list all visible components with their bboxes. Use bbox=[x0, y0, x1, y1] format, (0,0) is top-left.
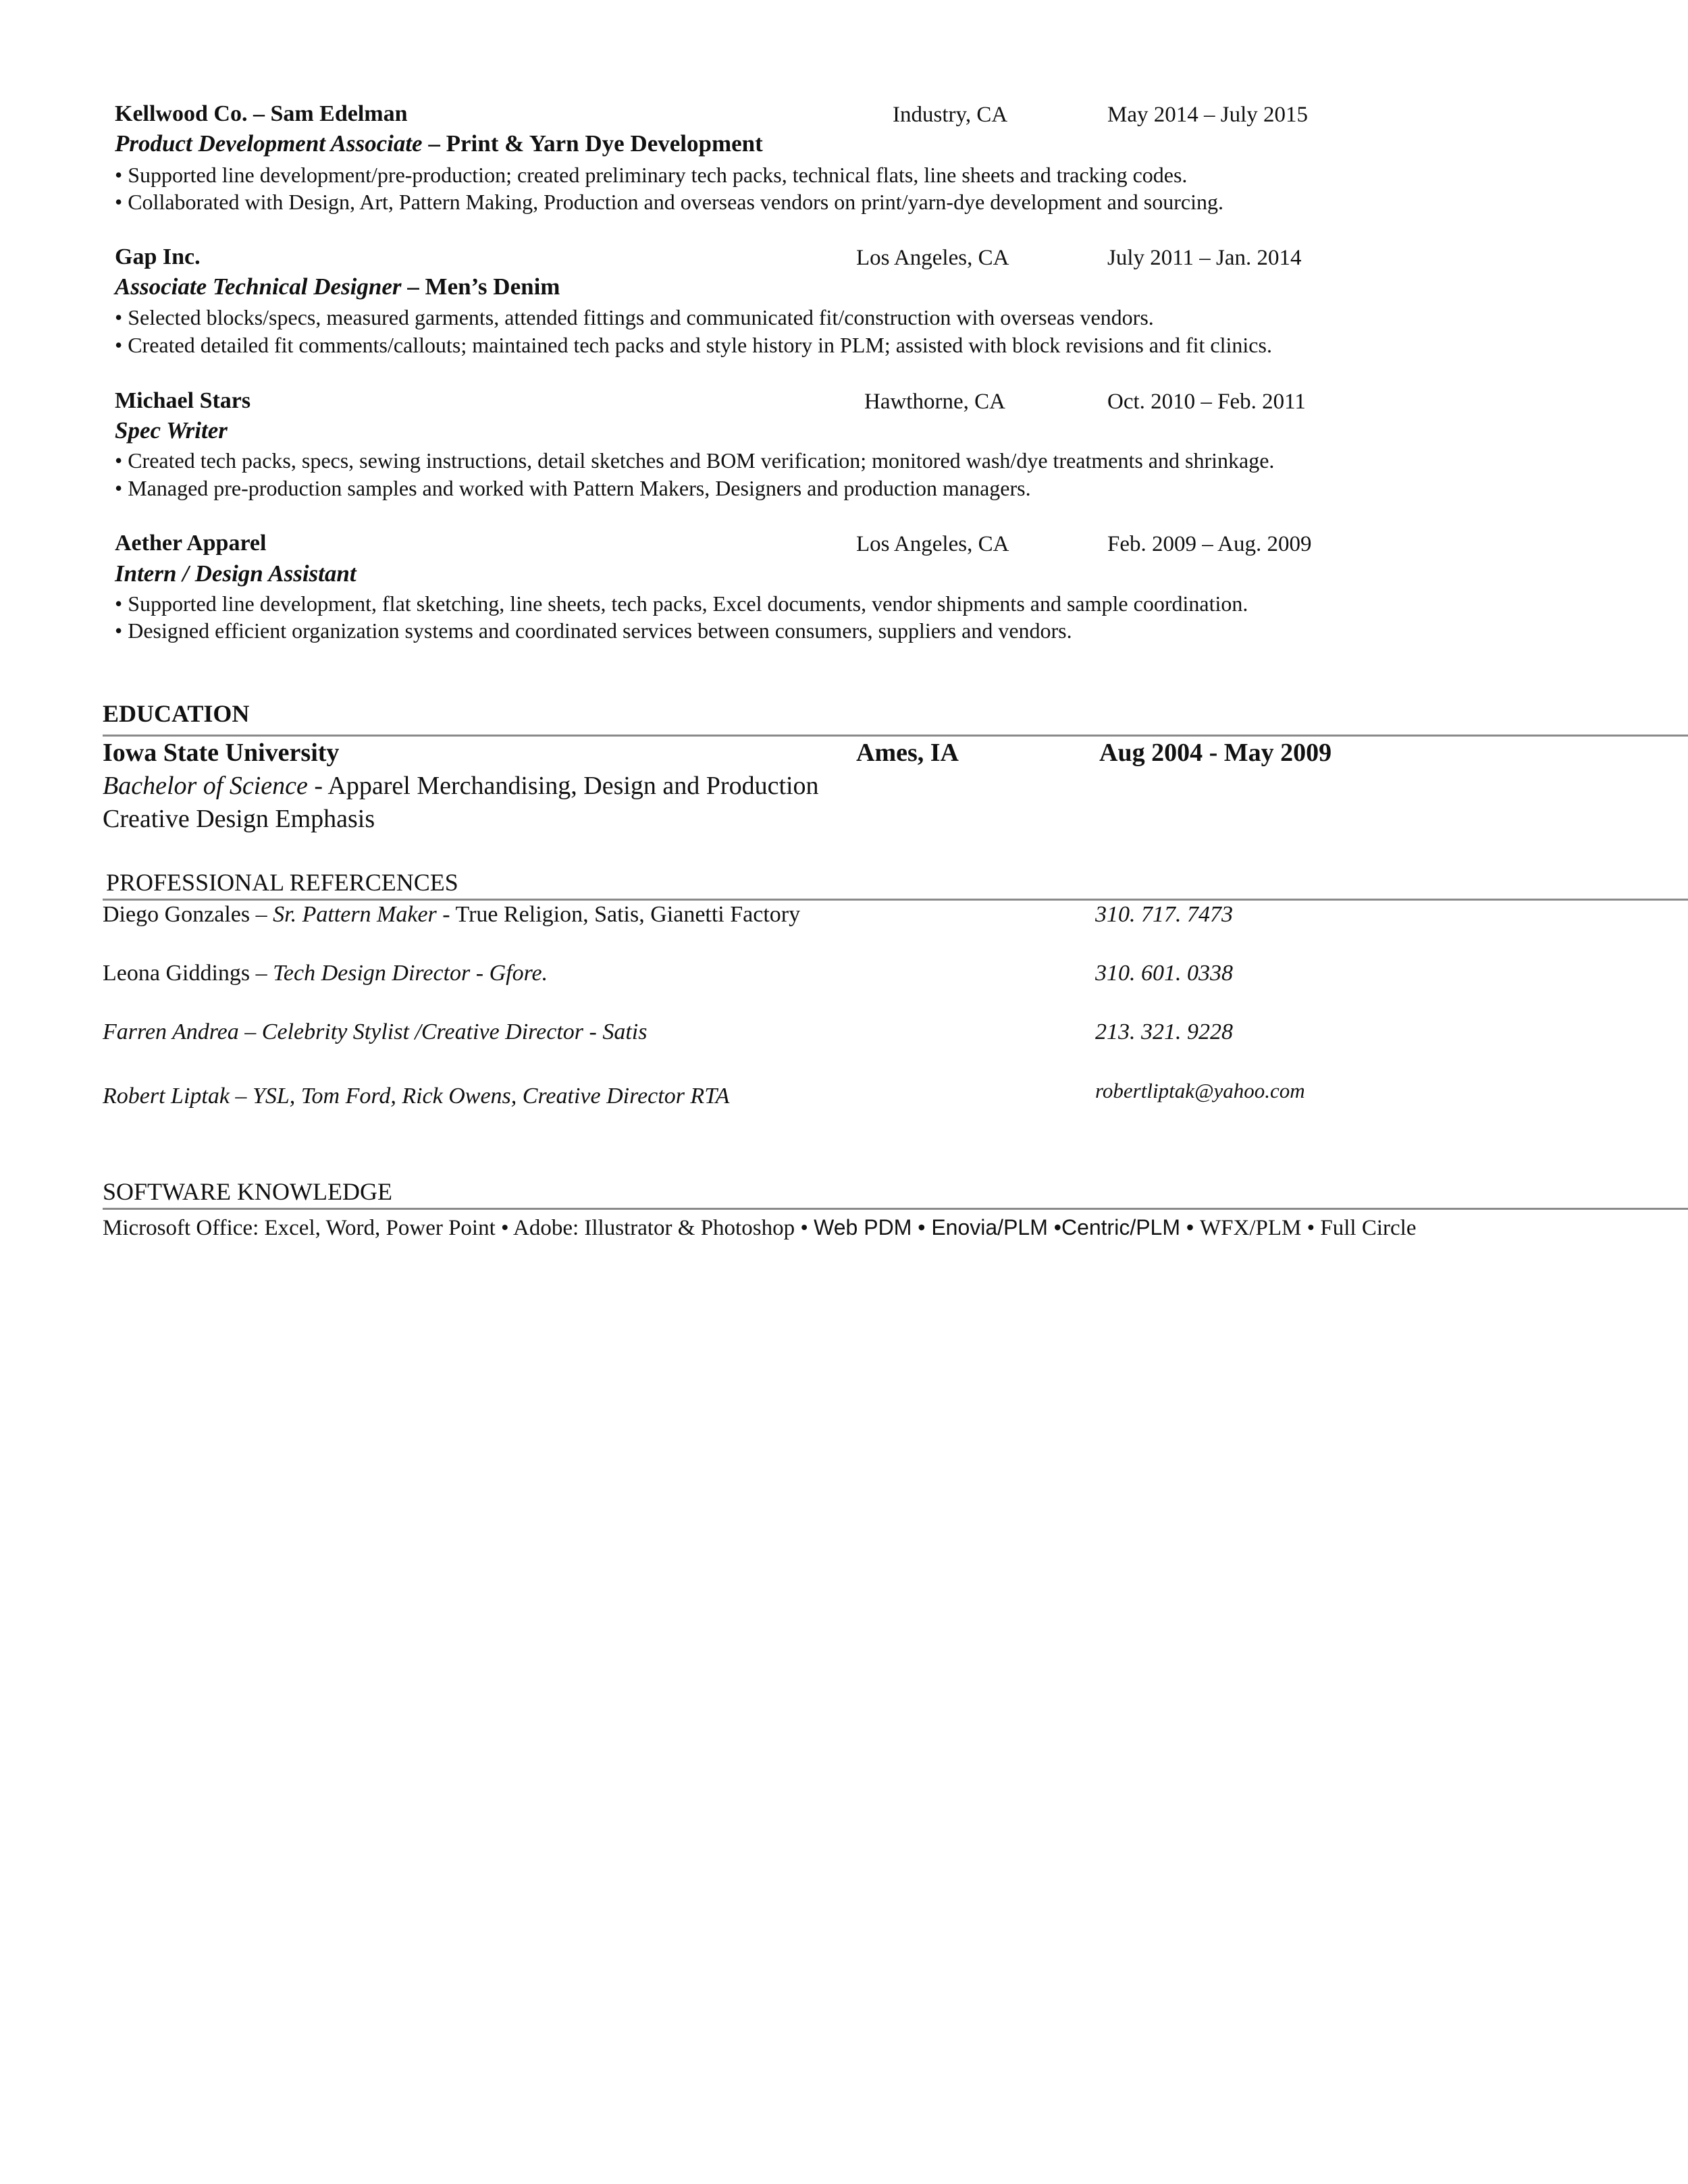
reference-name: Leona Giddings – bbox=[103, 961, 273, 986]
references-heading: PROFESSIONAL REFERCENCES bbox=[106, 869, 458, 896]
job-dates: Feb. 2009 – Aug. 2009 bbox=[1107, 532, 1312, 556]
reference-entry bbox=[103, 1084, 729, 1109]
job-dates: May 2014 – July 2015 bbox=[1107, 103, 1308, 127]
job-title-role: Associate Technical Designer bbox=[115, 273, 402, 300]
education-degree-type: Bachelor of Science bbox=[103, 772, 308, 800]
job-bullet: • Supported line development/pre-production; created preliminary tech packs, technical flats, line sheets and tracking codes. bbox=[115, 163, 1188, 187]
job-company: Gap Inc. bbox=[115, 244, 201, 269]
job-bullet: • Supported line development, flat sketching, line sheets, tech packs, Excel documents, vendor shipments and sample coordination. bbox=[115, 591, 1248, 616]
job-location: Industry, CA bbox=[893, 103, 1008, 127]
reference-contact: 213. 321. 9228 bbox=[1095, 1019, 1233, 1044]
reference-entry bbox=[103, 961, 548, 986]
education-heading: EDUCATION bbox=[103, 700, 250, 727]
software-list bbox=[103, 1215, 1416, 1241]
section-divider bbox=[103, 1208, 1688, 1210]
job-title bbox=[115, 417, 228, 444]
reference-entry bbox=[103, 902, 800, 928]
job-bullet: • Managed pre-production samples and worked with Pattern Makers, Designers and production managers. bbox=[115, 476, 1031, 500]
job-title bbox=[115, 273, 560, 300]
reference-role: Tech Design Director - Gfore. bbox=[273, 961, 548, 986]
section-divider bbox=[103, 899, 1688, 901]
job-dates: July 2011 – Jan. 2014 bbox=[1107, 246, 1302, 270]
job-title-role: Spec Writer bbox=[115, 417, 228, 444]
job-bullet: • Created detailed fit comments/callouts; maintained tech packs and style history in PLM; assisted with block revisions and fit clinics. bbox=[115, 333, 1272, 357]
job-title-detail: – Men’s Denim bbox=[401, 273, 560, 300]
software-list-part: Web PDM • Enovia/PLM •Centric/PLM • bbox=[814, 1215, 1200, 1240]
reference-name: Diego Gonzales – bbox=[103, 902, 273, 927]
reference-email: robertliptak@yahoo.com bbox=[1095, 1079, 1305, 1102]
software-list-part: WFX/PLM • Full Circle bbox=[1199, 1216, 1417, 1240]
job-location: Los Angeles, CA bbox=[856, 246, 1009, 270]
job-title-role: Product Development Associate bbox=[115, 130, 423, 157]
education-location: Ames, IA bbox=[856, 739, 959, 767]
job-company: Kellwood Co. – Sam Edelman bbox=[115, 101, 408, 126]
reference-role: Sr. Pattern Maker bbox=[273, 902, 437, 927]
reference-entry bbox=[103, 1019, 647, 1045]
education-dates: Aug 2004 - May 2009 bbox=[1099, 739, 1332, 767]
job-title bbox=[115, 130, 763, 157]
job-title-role: Intern / Design Assistant bbox=[115, 560, 357, 587]
job-location: Los Angeles, CA bbox=[856, 532, 1009, 556]
reference-contact: 310. 717. 7473 bbox=[1095, 902, 1233, 927]
job-dates: Oct. 2010 – Feb. 2011 bbox=[1107, 390, 1306, 414]
software-list-part: Microsoft Office: Excel, Word, Power Point • Adobe: Illustrator & Photoshop • bbox=[103, 1216, 814, 1240]
job-bullet: • Designed efficient organization systems and coordinated services between consumers, suppliers and vendors. bbox=[115, 618, 1072, 643]
reference-role: YSL, Tom Ford, Rick Owens, Creative Director RTA bbox=[252, 1084, 730, 1109]
job-bullet: • Created tech packs, specs, sewing instructions, detail sketches and BOM verification; monitored wash/dye treatments and shrinkage. bbox=[115, 448, 1275, 473]
job-title-detail: – Print & Yarn Dye Development bbox=[422, 130, 763, 157]
job-company: Michael Stars bbox=[115, 388, 251, 413]
education-emphasis: Creative Design Emphasis bbox=[103, 805, 375, 833]
reference-name: Robert Liptak – bbox=[103, 1084, 253, 1109]
job-company: Aether Apparel bbox=[115, 531, 267, 556]
job-bullet: • Selected blocks/specs, measured garments, attended fittings and communicated fit/construction with overseas vendors. bbox=[115, 305, 1154, 329]
reference-role: Celebrity Stylist /Creative Director - Satis bbox=[261, 1019, 648, 1044]
reference-name: Farren Andrea – bbox=[103, 1019, 262, 1044]
section-divider bbox=[103, 735, 1688, 737]
software-heading: SOFTWARE KNOWLEDGE bbox=[103, 1178, 392, 1205]
job-location: Hawthorne, CA bbox=[864, 390, 1005, 414]
reference-detail: - True Religion, Satis, Gianetti Factory bbox=[436, 902, 801, 927]
job-bullet: • Collaborated with Design, Art, Pattern Making, Production and overseas vendors on print/yarn-dye development and sourcing. bbox=[115, 190, 1223, 214]
reference-contact: 310. 601. 0338 bbox=[1095, 961, 1233, 986]
job-title bbox=[115, 560, 357, 587]
education-degree-major: - Apparel Merchandising, Design and Production bbox=[307, 772, 819, 800]
education-degree bbox=[103, 771, 819, 801]
education-school: Iowa State University bbox=[103, 739, 340, 767]
